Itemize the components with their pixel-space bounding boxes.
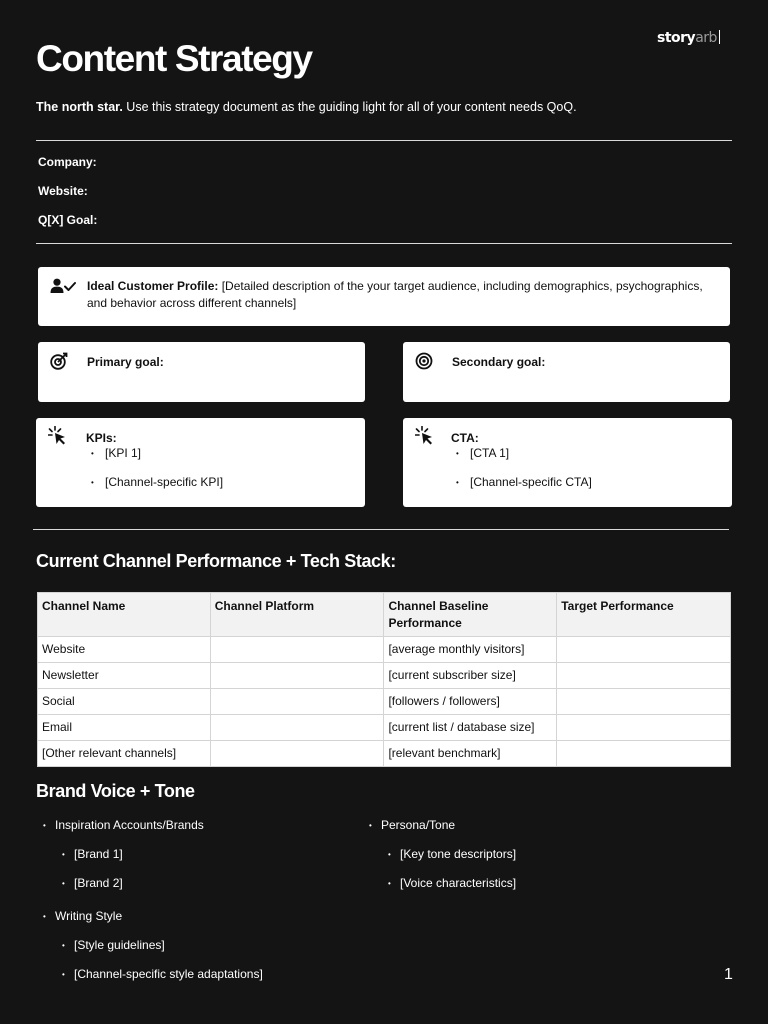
table-cell: [followers / followers] bbox=[384, 689, 557, 715]
brand-right-list bbox=[369, 818, 455, 832]
list-item: • Persona/Tone bbox=[369, 818, 455, 832]
brand-left-list bbox=[43, 818, 204, 832]
click-icon bbox=[48, 426, 68, 449]
table-row bbox=[38, 741, 731, 767]
brand-section-heading: Brand Voice + Tone bbox=[36, 781, 195, 801]
list-item: • [Style guidelines] bbox=[62, 938, 165, 952]
website-field-label: Website: bbox=[38, 184, 88, 198]
kpis-list bbox=[91, 446, 223, 504]
column-header: Target Performance bbox=[557, 593, 731, 637]
kpis-label: KPIs: bbox=[86, 431, 117, 445]
tone-sub-list bbox=[388, 876, 516, 890]
page-number: 1 bbox=[724, 966, 733, 983]
table-cell: Website bbox=[38, 637, 211, 663]
cta-label: CTA: bbox=[451, 431, 479, 445]
list-item: • [Voice characteristics] bbox=[388, 876, 516, 890]
list-item: • [Brand 2] bbox=[62, 876, 123, 890]
table-row bbox=[38, 689, 731, 715]
company-field-label: Company: bbox=[38, 155, 97, 169]
click-icon bbox=[415, 426, 435, 449]
brand-left-list bbox=[43, 909, 122, 923]
list-item: • [Brand 1] bbox=[62, 847, 123, 861]
subtitle-lead: The north star. bbox=[36, 100, 123, 114]
kpis-card bbox=[36, 418, 365, 507]
table-header-row bbox=[38, 593, 731, 637]
table-cell: Email bbox=[38, 715, 211, 741]
cta-card bbox=[403, 418, 732, 507]
table-cell bbox=[557, 741, 731, 767]
table-cell bbox=[557, 637, 731, 663]
style-sub-list bbox=[62, 967, 263, 981]
primary-goal-label: Primary goal: bbox=[87, 355, 164, 369]
icp-label: Ideal Customer Profile: bbox=[87, 279, 219, 293]
column-header: Channel Name bbox=[38, 593, 211, 637]
tone-sub-list bbox=[388, 847, 516, 861]
table-cell: Newsletter bbox=[38, 663, 211, 689]
brand-sub-list bbox=[62, 847, 123, 861]
list-item: • [Channel-specific CTA] bbox=[456, 475, 592, 504]
goal-field-label: Q[X] Goal: bbox=[38, 213, 98, 227]
brand-sub-list bbox=[62, 876, 123, 890]
secondary-goal-card bbox=[403, 342, 730, 402]
table-cell bbox=[557, 663, 731, 689]
table-cell bbox=[210, 741, 384, 767]
list-item: • [KPI 1] bbox=[91, 446, 223, 475]
table-row bbox=[38, 663, 731, 689]
divider bbox=[36, 140, 732, 141]
list-item: • [Channel-specific style adaptations] bbox=[62, 967, 263, 981]
page-subtitle bbox=[36, 100, 577, 114]
list-item: • [Channel-specific KPI] bbox=[91, 475, 223, 504]
table-cell bbox=[557, 689, 731, 715]
divider bbox=[33, 529, 729, 530]
channel-performance-table bbox=[37, 592, 731, 767]
cta-list bbox=[456, 446, 592, 504]
subtitle-text: Use this strategy document as the guiding light for all of your content needs QoQ. bbox=[122, 100, 577, 114]
page-title: Content Strategy bbox=[36, 38, 312, 79]
list-item: • [CTA 1] bbox=[456, 446, 592, 475]
style-sub-list bbox=[62, 938, 165, 952]
list-item: • [Key tone descriptors] bbox=[388, 847, 516, 861]
bullseye-icon bbox=[415, 352, 433, 373]
table-row bbox=[38, 715, 731, 741]
table-cell: [average monthly visitors] bbox=[384, 637, 557, 663]
table-cell: Social bbox=[38, 689, 211, 715]
storyarb-logo: storyarb bbox=[657, 30, 720, 46]
table-cell: [Other relevant channels] bbox=[38, 741, 211, 767]
table-row bbox=[38, 637, 731, 663]
target-icon bbox=[50, 352, 68, 373]
table-cell bbox=[210, 637, 384, 663]
column-header: Channel Platform bbox=[210, 593, 384, 637]
table-cell bbox=[210, 689, 384, 715]
user-check-icon bbox=[50, 278, 76, 297]
primary-goal-card bbox=[38, 342, 365, 402]
channel-section-heading: Current Channel Performance + Tech Stack: bbox=[36, 551, 396, 571]
icp-card bbox=[38, 267, 730, 326]
table-cell: [current subscriber size] bbox=[384, 663, 557, 689]
secondary-goal-label: Secondary goal: bbox=[452, 355, 546, 369]
table-cell: [current list / database size] bbox=[384, 715, 557, 741]
table-cell bbox=[557, 715, 731, 741]
table-cell: [relevant benchmark] bbox=[384, 741, 557, 767]
icp-text bbox=[87, 278, 707, 312]
divider bbox=[36, 243, 732, 244]
list-item: • Writing Style bbox=[43, 909, 122, 923]
column-header: Channel Baseline Performance bbox=[384, 593, 557, 637]
icp-description: [Detailed description of the your target audience, including demographics, psychographics, and behavior across different channels] bbox=[87, 279, 703, 310]
table-cell bbox=[210, 715, 384, 741]
table-cell bbox=[210, 663, 384, 689]
list-item: • Inspiration Accounts/Brands bbox=[43, 818, 204, 832]
